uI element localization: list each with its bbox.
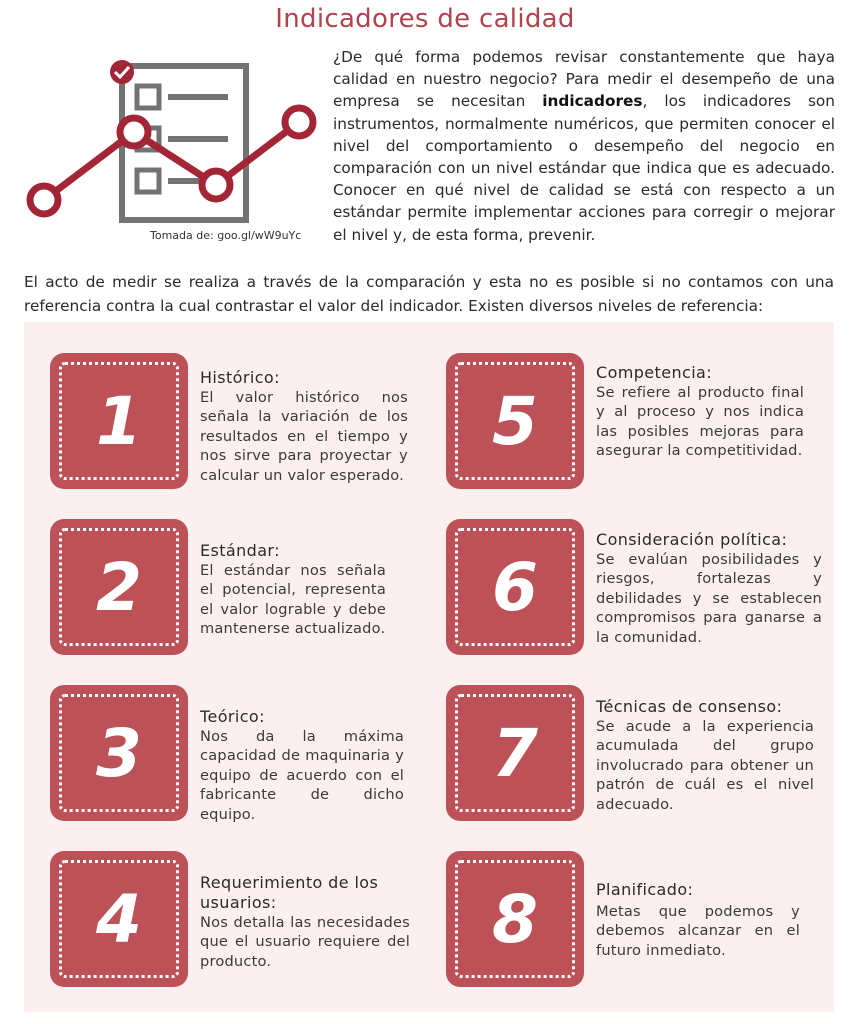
image-caption: Tomada de: goo.gl/wW9uYc	[150, 229, 302, 242]
item-text-competencia: Se refiere al producto final y al proceso y nos indica las posibles mejoras para asegurar la competitividad.	[596, 384, 804, 460]
item-title-tecnicas-consenso: Técnicas de consenso:	[596, 697, 783, 716]
item-title-estandar: Estándar:	[200, 541, 280, 560]
lead-paragraph: El acto de medir se realiza a través de la comparación y esta no es posible si no contamos con una referencia contra la cual contrastar el valor del indicador. Existen diversos niveles de referencia:	[24, 273, 834, 315]
number-badge-1: 1	[50, 353, 188, 489]
number-badge-8: 8	[446, 851, 584, 987]
item-text-estandar: El estándar nos señala el potencial, representa el valor lograble y debe mantenerse actualizado.	[200, 562, 386, 638]
item-title-competencia: Competencia:	[596, 363, 713, 382]
number-badge-7: 7	[446, 685, 584, 821]
item-title-historico: Histórico:	[200, 368, 280, 387]
item-text-consideracion-politica: Se evalúan posibilidades y riesgos, fortalezas y debilidades y se establecen compromisos para ganarse a la comunidad.	[596, 551, 822, 646]
item-title-consideracion-politica: Consideración política:	[596, 530, 788, 549]
item-text-historico: El valor histórico nos señala la variación de los resultados en el tiempo y nos sirve para proyectar y calcular un valor esperado.	[200, 389, 408, 484]
item-text-teorico: Nos da la máxima capacidad de maquinaria y equipo de acuerdo con el fabricante de dicho equipo.	[200, 728, 404, 823]
number-badge-5: 5	[446, 353, 584, 489]
highlight-indicadores: indicadores	[542, 92, 643, 111]
item-title-planificado: Planificado:	[596, 880, 694, 899]
item-text-planificado: Metas que podemos y debemos alcanzar en el futuro inmediato.	[596, 903, 800, 959]
check-badge-icon	[110, 60, 134, 84]
number-badge-6: 6	[446, 519, 584, 655]
number-badge-2: 2	[50, 519, 188, 655]
intro-paragraph: ¿De qué forma podemos revisar constantemente que haya calidad en nuestro negocio? Para medir el desempeño de una empresa se necesitan indicadores, los indicadores son instrumentos, normalmente numéricos, que permiten conocer el nivel del comportamiento o desempeño del negocio en comparación con un nivel estándar que indica que es adecuado. Conocer en qué nivel de calidad se está con respecto a un estándar permite implementar acciones para corregir o mejorar el nivel y, de esta forma, prevenir.	[333, 48, 835, 244]
item-title-teorico: Teórico:	[200, 707, 265, 726]
number-badge-4: 4	[50, 851, 188, 987]
item-title-requerimiento: Requerimiento de los usuarios:	[200, 873, 379, 912]
item-text-tecnicas-consenso: Se acude a la experiencia acumulada del grupo involucrado para obtener un patrón de cuál es el nivel adecuado.	[596, 718, 814, 813]
quality-indicator-illustration	[24, 60, 324, 230]
number-badge-3: 3	[50, 685, 188, 821]
page-title: Indicadores de calidad	[275, 4, 575, 34]
item-text-requerimiento: Nos detalla las necesidades que el usuario requiere del producto.	[200, 914, 410, 970]
